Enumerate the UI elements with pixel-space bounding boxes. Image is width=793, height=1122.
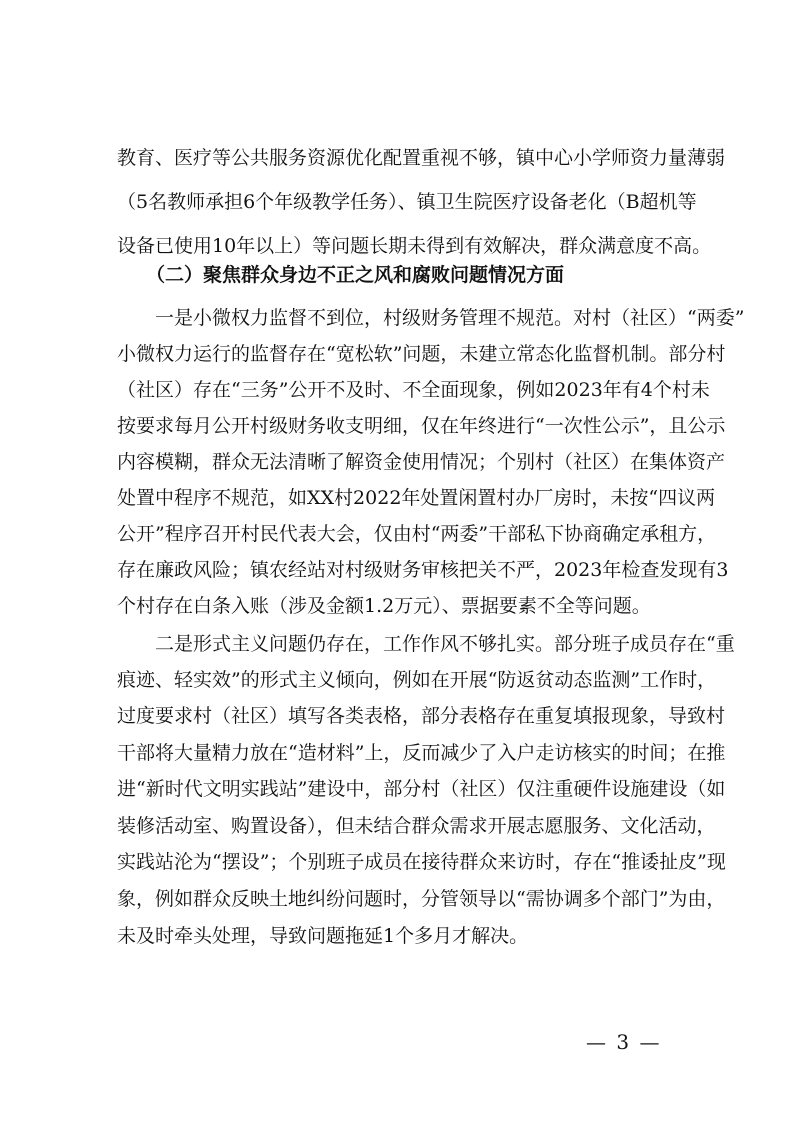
para3-line-6: 装修活动室、购置设备），但未结合群众需求开展志愿服务、文化活动， xyxy=(117,815,716,837)
para2-line-1: 一是小微权力监督不到位，村级财务管理不规范。对村（社区）“两委” xyxy=(155,307,745,329)
para3-line-9: 未及时牵头处理，导致问题拖延1个多月才解决。 xyxy=(117,925,529,947)
section-heading-text: （二）聚焦群众身边不正之风和腐败问题情况方面 xyxy=(146,264,565,286)
para3-line-2: 痕迹、轻实效”的形式主义倾向，例如在开展“防返贫动态监测”工作时， xyxy=(117,669,717,691)
para3-line-7: 实践站沦为“摆设”；个别班子成员在接待群众来访时，存在“推诿扯皮”现 xyxy=(117,851,726,873)
section-heading xyxy=(117,263,693,287)
page-number: — 3 — xyxy=(586,1030,662,1054)
para2-line-8: 存在廉政风险；镇农经站对村级财务审核把关不严，2023年检查发现有3 xyxy=(117,559,729,581)
para1-line-1: 教育、医疗等公共服务资源优化配置重视不够，镇中心小学师资力量薄弱 xyxy=(117,147,726,169)
para1-line-2: （5名教师承担6个年级教学任务）、镇卫生院医疗设备老化（B超机等 xyxy=(117,191,697,213)
para2-line-6: 处置中程序不规范，如XX村2022年处置闲置村办厂房时，未按“四议两 xyxy=(117,487,716,509)
para3-line-8: 象，例如群众反映土地纠纷问题时，分管领导以“需协调多个部门”为由， xyxy=(117,888,726,910)
para3-line-3: 过度要求村（社区）填写各类表格，部分表格存在重复填报现象，导致村 xyxy=(117,705,726,727)
para1-line-3: 设备已使用10年以上）等问题长期未得到有效解决，群众满意度不高。 xyxy=(117,235,712,257)
para2-line-3: （社区）存在“三务”公开不及时、不全面现象，例如2023年有4个村未 xyxy=(117,379,710,401)
para2-line-4: 按要求每月公开村级财务收支明细，仅在年终进行“一次性公示”，且公示 xyxy=(117,415,726,437)
para3-line-5: 进“新时代文明实践站”建设中，部分村（社区）仅注重硬件设施建设（如 xyxy=(117,778,726,800)
para2-line-7: 公开”程序召开村民代表大会，仅由村“两委”干部私下协商确定承租方， xyxy=(117,523,717,545)
para2-line-9: 个村存在白条入账（涉及金额1.2万元）、票据要素不全等问题。 xyxy=(117,595,651,617)
para3-line-1: 二是形式主义问题仍存在，工作作风不够扎实。部分班子成员存在“重 xyxy=(155,633,735,655)
para2-line-5: 内容模糊，群众无法清晰了解资金使用情况；个别村（社区）在集体资产 xyxy=(117,451,726,473)
para2-line-2: 小微权力运行的监督存在“宽松软”问题，未建立常态化监督机制。部分村 xyxy=(117,343,726,365)
para3-line-4: 干部将大量精力放在“造材料”上，反而减少了入户走访核实的时间；在推 xyxy=(117,742,726,764)
